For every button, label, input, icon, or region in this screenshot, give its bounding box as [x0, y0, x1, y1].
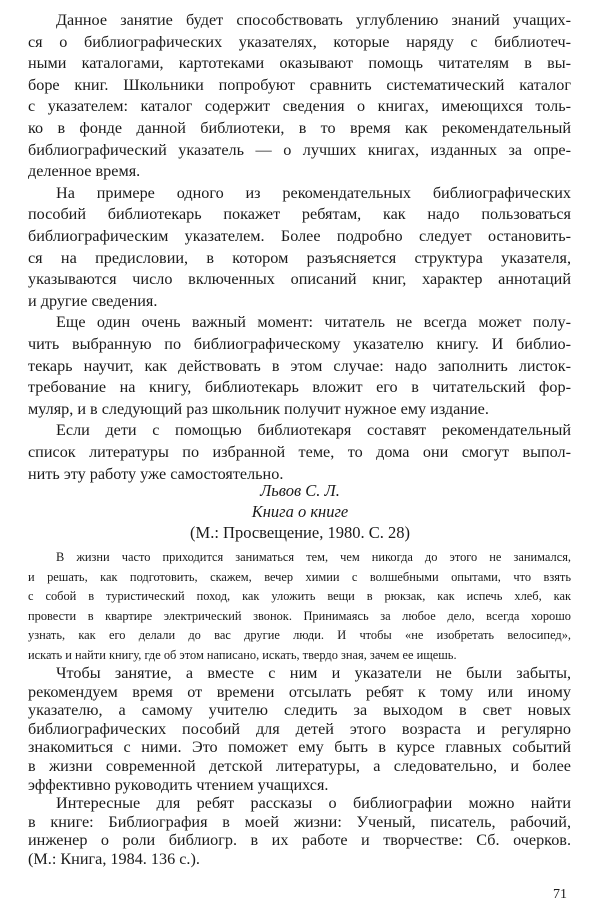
text-line: Чтобы занятие, а вместе с ним и указатели не были забыты, [56, 664, 571, 682]
text-line: указателю, а самому учителю следить за выходом в свет новых [28, 701, 571, 720]
text-line: На примере одного из рекомендательных библиографических [56, 183, 571, 202]
text-line: библиографических пособий для детей этого возраста и регулярно [28, 719, 571, 738]
text-line: пособий библиотекарь покажет ребятам, как надо пользоваться [28, 205, 571, 224]
text-line: требование на книгу, библиотекарь вложит его в читательский фор- [28, 378, 571, 397]
citation-source: (М.: Просвещение, 1980. С. 28) [190, 523, 410, 542]
text-line: Интересные для ребят рассказы о библиографии можно найти [56, 794, 571, 813]
citation-title: Книга о книге [251, 502, 349, 521]
text-line: и другие сведения. [28, 291, 158, 310]
text-line: рекомендуем время от времени отсылать ребят к тому или иному [28, 682, 571, 701]
text-line: ся на предисловии, в котором разъясняется структура указателя, [28, 248, 571, 267]
text-line: эффективно руководить чтением учащихся. [28, 775, 329, 794]
text-line: чить выбранную по библиографическому указателю книгу. И библио- [28, 335, 571, 353]
text-line: провести в квартире электрический звонок. Принимаясь за любое дело, всегда хорошо [28, 608, 571, 623]
text-line: в книге: Библиография в моей жизни: Ученый, писатель, рабочий, [28, 812, 571, 831]
text-line: нить эту работу уже самостоятельно. [28, 464, 284, 483]
text-line: в жизни современной детской литературы, а следовательно, и более [28, 757, 571, 775]
text-line: ся о библиографических указателях, которые наряду с библиотеч- [28, 32, 571, 51]
text-line: и решать, как подготовить, скажем, вечер химии с волшебными опытами, что взять [28, 569, 571, 584]
text-line: текарь научит, как действовать в этом случае: надо заполнить листок- [28, 356, 571, 375]
text-line: Если дети с помощью библиотекаря составят рекомендательный [56, 421, 571, 440]
page-number: 71 [553, 887, 567, 902]
text-line: знакомиться с ними. Это поможет ему быть в курсе главных событий [28, 738, 571, 757]
text-line: с указателем: каталог содержит сведения о книгах, имеющихся толь- [28, 97, 571, 116]
text-line: (М.: Книга, 1984. 136 с.). [28, 850, 200, 868]
text-line: библиографический указатель — о лучших книгах, изданных за опре- [28, 140, 571, 159]
text-line: деленное время. [28, 162, 141, 181]
text-line: искать и найти книгу, где об этом написано, искать, твердо зная, зачем ее ищешь. [28, 648, 457, 662]
text-line: указываются число включенных описаний книг, характер аннотаций [28, 270, 571, 289]
text-line: В жизни часто приходится заниматься тем, чем никогда до этого не занимался, [56, 550, 571, 564]
text-line: ными каталогами, картотеками оказывают помощь читателям в вы- [28, 54, 571, 73]
text-line: ко в фонде данной библиотеки, в то время как рекомендательный [28, 119, 571, 137]
text-line: библиографическим указателем. Более подробно следует остановить- [28, 227, 571, 245]
text-line: Данное занятие будет способствовать углублению знаний учащих- [56, 11, 571, 29]
text-line: боре книг. Школьники попробуют сравнить систематический каталог [28, 75, 571, 94]
text-line: с собой в туристический поход, как уложить вещи в рюкзак, как испечь хлеб, как [28, 589, 571, 604]
text-line: муляр, и в следующий раз школьник получит нужное ему издание. [28, 399, 489, 418]
text-line: список литературы по избранной теме, то дома они смогут выпол- [28, 443, 571, 461]
citation-author: Львов С. Л. [260, 481, 340, 500]
text-line: узнать, как его делали до вас другие люди. И чтобы «не изобретать велосипед», [28, 628, 571, 643]
text-line: Еще один очень важный момент: читатель не всегда может полу- [56, 313, 571, 332]
text-line: инженер о роли библиогр. в их работе и творчестве: Сб. очерков. [28, 831, 571, 850]
